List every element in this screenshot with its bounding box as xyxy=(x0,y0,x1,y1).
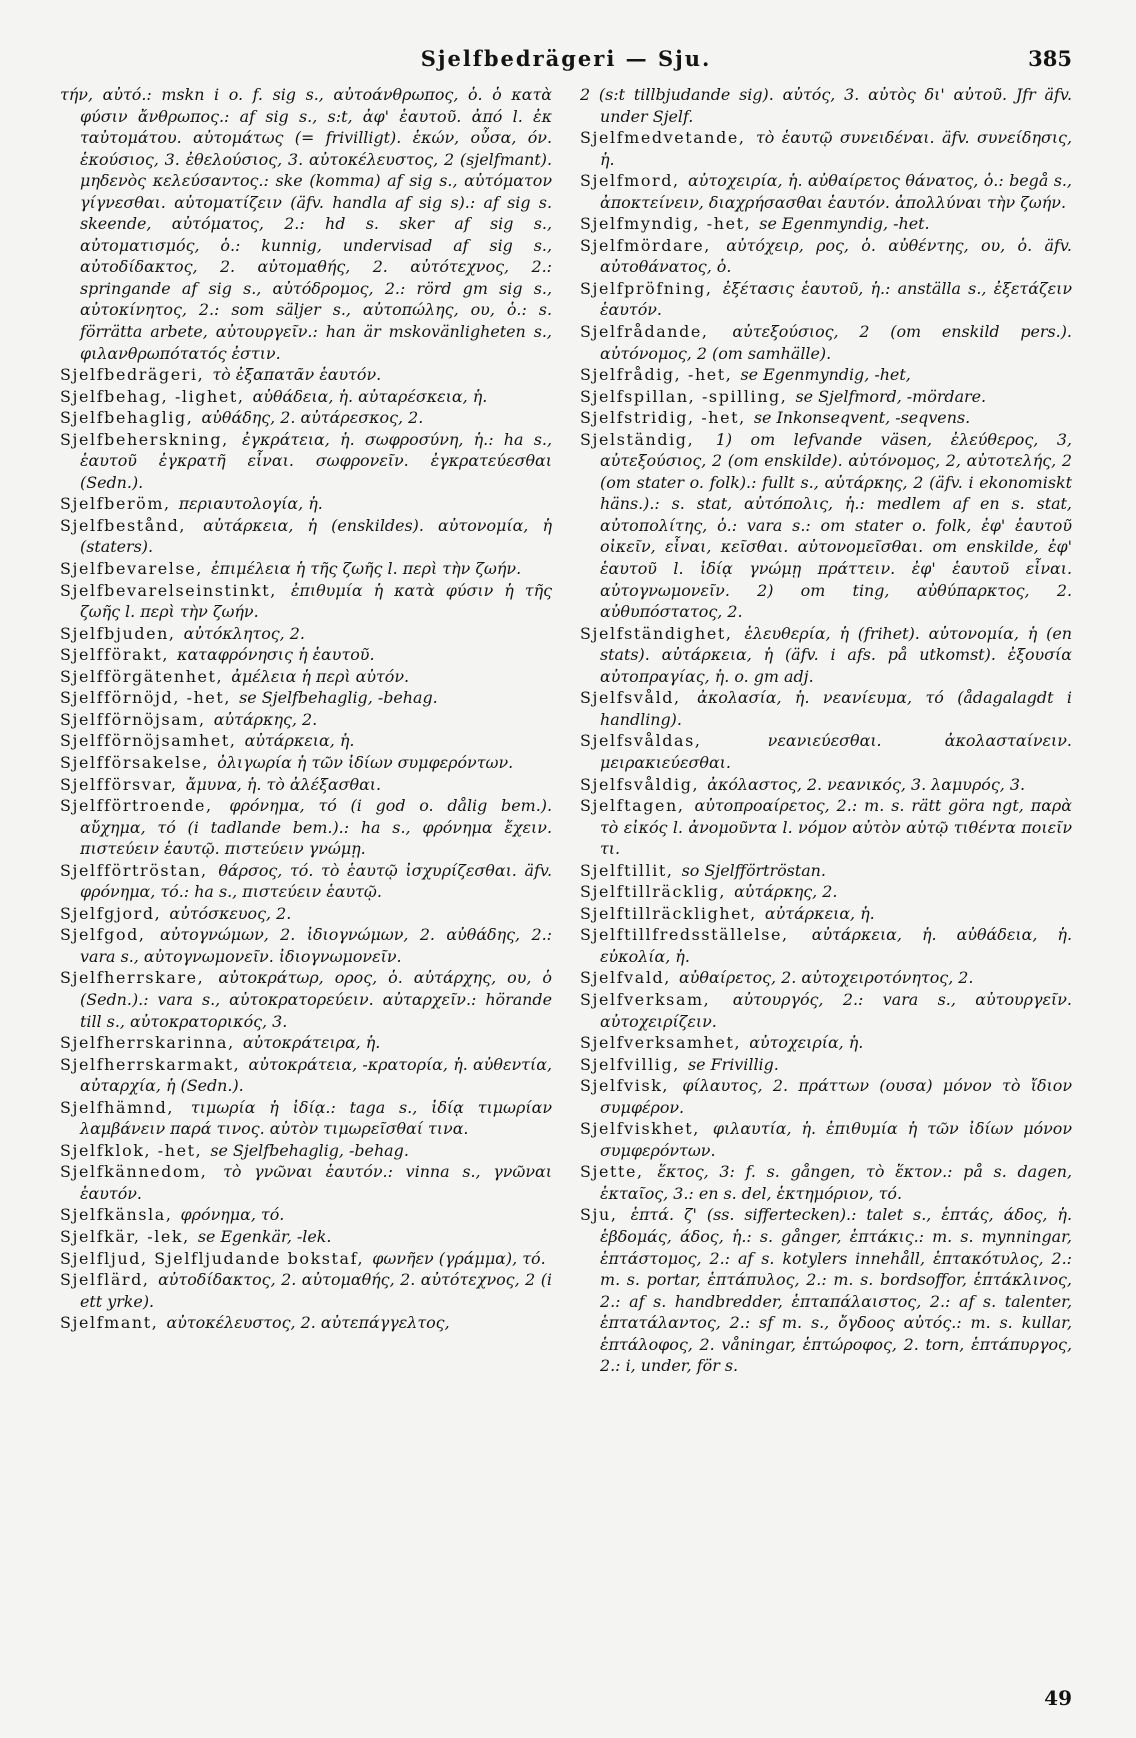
entry-definition: αὐτοκράτωρ, ορος, ὁ. αὐτάρχης, ου, ὁ (Sedn.).: vara s., αὐτοκρατορεύειν. αὐταρχεῖν.: hörande till s., αὐτοκρατορικός, 3. xyxy=(80,968,552,1031)
dictionary-entry xyxy=(60,1312,552,1334)
entry-definition: se Sjelfmord, -mördare. xyxy=(795,386,987,406)
dictionary-entry xyxy=(60,84,552,364)
entry-definition: αὐτοπροαίρετος, 2.: m. s. rätt göra ngt, παρὰ τὸ εἰκός l. ἀνομοῦντα l. νόμον αὐτὸν αὑτῷ τιθέντα ποιεῖν τι. xyxy=(600,796,1072,859)
dictionary-entry xyxy=(60,1269,552,1312)
running-head: Sjelfbedrägeri — Sju. xyxy=(420,46,712,71)
entry-headword: Sjelfbestånd, xyxy=(60,515,187,535)
dictionary-entry xyxy=(60,386,552,408)
entry-definition: τήν, αὐτό.: mskn i o. f. sig s., αὐτοάνθρωπος, ὁ. ὁ κατὰ φύσιν ἄνθρωπος.: af sig s., s:t, ἀφ' ἑαυτοῦ. ἀπό l. ἐκ ταὐτομάτου. αὐτομάτως (= frivilligt). ἑκών, οὖσα, όν. ἑκούσιος, 3. ἐθελούσιος, 3. αὐτοκέλευστος, 2 (sjelfmant). μηδενὸς κελεύσαντος.: ske (komma) af sig s., αὐτόματον γίγνεσθαι. αὐτοματίζειν (äfv. handla af sig s).: af sig s. skeende, αὐτόματος, 2.: hd s. sker af sig s., αὐτοματισμός, ὁ.: kunnig, undervisad af sig s., αὐτοδίδακτος, 2. αὐτομαθής, 2. αὐτότεχνος, 2.: springande af sig s., αὐτόδρομος, 2.: rörd gm sig s., αὐτοκίνητος, 2.: som säljer s., αὐτοπώλης, ου, ὁ.: s. förrätta arbete, αὐτουργεῖν.: han är mskovänligheten s., φιλανθρωπότατός ἐστιν. xyxy=(60,85,552,363)
entry-definition: ἐξέτασις ἑαυτοῦ, ἡ.: anställa s., ἐξετάζειν ἑαυτόν. xyxy=(600,278,1072,320)
entry-headword: Sjelfherrskarmakt, xyxy=(60,1054,241,1074)
dictionary-entry xyxy=(580,386,1072,408)
dictionary-entry xyxy=(580,967,1072,989)
dictionary-entry xyxy=(580,881,1072,903)
entry-definition: ἕκτος, 3: f. s. gången, τὸ ἕκτον.: på s. dagen, ἑκταῖος, 3.: en s. del, ἑκτημόριον, τό. xyxy=(600,1162,1072,1203)
entry-definition: se Egenkär, -lek. xyxy=(197,1226,332,1246)
entry-definition: αὐτάρκεια, ἡ (enskildes). αὐτονομία, ἡ (staters). xyxy=(80,515,552,557)
entry-definition: ἀκολασία, ἡ. νεανίευμα, τό (ådagalagdt i handling). xyxy=(600,688,1072,729)
dictionary-entry xyxy=(60,1161,552,1204)
entry-headword: Sjelfförakt, xyxy=(60,645,169,665)
entry-definition: αὐτόκλητος, 2. xyxy=(183,623,305,643)
dictionary-entry xyxy=(60,709,552,731)
entry-headword: Sjelfgod, xyxy=(60,925,146,945)
dictionary-entry xyxy=(60,429,552,494)
entry-definition: φιλαυτία, ἡ. ἐπιθυμία ἡ τῶν ἰδίων μόνον συμφερόντων. xyxy=(600,1119,1072,1160)
entry-definition: αὐτεξούσιος, 2 (om enskild pers.). αὐτόνομος, 2 (om samhälle). xyxy=(600,322,1072,363)
entry-definition: ἀμέλεια ἡ περὶ αὐτόν. xyxy=(231,666,410,686)
entry-definition: 1) om lefvande väsen, ἐλεύθερος, 3, αὐτεξούσιος, 2 (om enskilde). αὐτόνομος, 2, αὐτοτελής, 2 (om stater o. folk).: fullt s., αὐτάρκης, 2 (äfv. i ekonomiskt häns.).: s. stat, αὐτόπολις, ἡ.: medlem af en s. stat, αὐτοπολίτης, ὁ.: vara s.: om stater o. folk, ἐφ' ἑαυτοῦ οἰκεῖν, εἶναι, κεῖσθαι. αὐτονομεῖσθαι. om enskilde, ἐφ' ἑαυτοῦ l. ἰδίᾳ γνώμῃ πράττειν. ἐφ' ἑαυτοῦ εἶναι. αὐτογνωμονεῖν. 2) om ting, αὐθύπαρκτος, 2. αὐθυπόστατος, 2. xyxy=(600,429,1072,622)
entry-definition: αὐθάδεια, ἡ. αὐταρέσκεια, ἡ. xyxy=(252,386,488,406)
entry-headword: Sjelfbjuden, xyxy=(60,623,176,643)
right-column xyxy=(580,84,1072,1377)
entry-definition: τὸ γνῶναι ἑαυτόν.: vinna s., γνῶναι ἑαυτόν. xyxy=(80,1162,553,1203)
text-columns xyxy=(60,84,1072,1377)
entry-headword: Sjelfherrskare, xyxy=(60,968,205,988)
dictionary-entry xyxy=(580,127,1072,170)
entry-definition: se Inkonseqvent, -seqvens. xyxy=(753,408,971,428)
entry-headword: Sjelfbehag, -lighet, xyxy=(60,386,245,406)
entry-headword: Sjelfförsakelse, xyxy=(60,752,210,772)
entry-headword: Sjelfförgätenhet, xyxy=(60,666,224,686)
dictionary-entry xyxy=(580,213,1072,235)
entry-headword: Sjelfkänsla, xyxy=(60,1205,173,1225)
dictionary-entry xyxy=(60,795,552,860)
dictionary-entry xyxy=(580,84,1072,127)
entry-headword: Sjelftillit, xyxy=(580,860,674,880)
entry-definition: αὐτοκράτειρα, ἡ. xyxy=(242,1033,381,1053)
dictionary-entry xyxy=(60,903,552,925)
entry-definition: ἐπιθυμία ἡ κατὰ φύσιν ἡ τῆς ζωῆς l. περὶ τὴν ζωήν. xyxy=(80,580,552,622)
entry-headword: Sjelfvillig, xyxy=(580,1054,680,1074)
dictionary-entry xyxy=(580,429,1072,623)
entry-headword: Sjelfspillan, -spilling, xyxy=(580,386,788,406)
entry-definition: αὐτόχειρ, ρος, ὁ. αὐθέντης, ου, ὁ. äfv. αὐτοθάνατος, ὁ. xyxy=(600,235,1072,277)
entry-definition: αὐτάρκεια, ἡ. xyxy=(244,731,355,751)
entry-definition: περιαυτολογία, ἡ. xyxy=(178,494,323,514)
dictionary-entry xyxy=(60,515,552,558)
entry-headword: Sjelfförnöjsam, xyxy=(60,709,206,729)
dictionary-entry xyxy=(580,623,1072,688)
entry-definition: se Frivillig. xyxy=(687,1054,779,1074)
dictionary-entry xyxy=(60,580,552,623)
dictionary-entry xyxy=(60,1054,552,1097)
entry-headword: Sjelftillfredsställelse, xyxy=(580,925,789,945)
entry-definition: αὐτογνώμων, 2. ἰδιογνώμων, 2. αὐθάδης, 2.: vara s., αὐτογνωμονεῖν. ἰδιογνωμονεῖν. xyxy=(80,925,552,966)
entry-definition: αὐθαίρετος, 2. αὐτοχειροτόνητος, 2. xyxy=(679,968,974,988)
dictionary-entry xyxy=(580,235,1072,278)
entry-definition: αὐθάδης, 2. αὐτάρεσκος, 2. xyxy=(201,408,424,428)
signature-mark: 49 xyxy=(1044,1686,1072,1710)
entry-headword: Sjelftagen, xyxy=(580,796,685,816)
entry-definition: αὐτάρκεια, ἡ. αὐθάδεια, ἡ. εὐκολία, ἡ. xyxy=(600,925,1072,966)
entry-headword: Sjelfrådig, -het, xyxy=(580,365,733,385)
entry-headword: Sjelfverksam, xyxy=(580,989,711,1009)
dictionary-entry xyxy=(60,407,552,429)
entry-definition: τὸ ἐξαπατᾶν ἑαυτόν. xyxy=(212,365,382,385)
entry-headword: Sjelfsvåldas, xyxy=(580,731,702,751)
dictionary-entry xyxy=(60,644,552,666)
entry-definition: ἀκόλαστος, 2. νεανικός, 3. λαμυρός, 3. xyxy=(707,774,1026,794)
entry-headword: Sjelfmant, xyxy=(60,1313,159,1333)
entry-definition: ἑπτά. ζ' (ss. siffertecken).: talet s., ἑπτάς, άδος, ἡ. ἑβδομάς, άδος, ἡ.: s. gånger, ἑπτάκις.: m. s. mynningar, ἑπτάστομος, 2.: af s. kotylers innehåll, ἑπτακότυλος, 2.: m. s. portar, ἑπτάπυλος, 2.: m. s. bordsoffor, ἑπτάκλινος, 2.: af s. handbredder, ἑπταπάλαιστος, 2.: af s. talenter, ἑπτατάλαντος, 2.: sf m. s., ὄγδοος αὐτός.: m. s. kullar, ἑπτάλοφος, 2. våningar, ἑπτώροφος, 2. torn, ἑπτάπυργος, 2.: i, under, för s. xyxy=(600,1205,1072,1376)
left-column xyxy=(60,84,552,1377)
dictionary-entry xyxy=(60,666,552,688)
entry-headword: Sjelfförtröstan, xyxy=(60,860,208,880)
dictionary-entry xyxy=(60,1032,552,1054)
entry-headword: Sjelfbedrägeri, xyxy=(60,365,205,385)
entry-headword: Sjelfgjord, xyxy=(60,903,162,923)
dictionary-entry xyxy=(580,170,1072,213)
entry-headword: Sjelfbevarelseinstinkt, xyxy=(60,580,277,600)
entry-definition: αὐτάρκης, 2. xyxy=(213,709,318,729)
entry-definition: καταφρόνησις ἡ ἑαυτοῦ. xyxy=(177,645,375,665)
entry-headword: Sju, xyxy=(580,1205,618,1225)
entry-headword: Sjelfförtroende, xyxy=(60,796,213,816)
entry-definition: se Sjelfbehaglig, -behag. xyxy=(210,1140,409,1160)
entry-headword: Sjelflärd, xyxy=(60,1270,150,1290)
dictionary-entry xyxy=(60,730,552,752)
entry-headword: Sjelftillräcklig, xyxy=(580,882,726,902)
dictionary-entry xyxy=(60,1204,552,1226)
entry-definition: αὐτουργός, 2.: vara s., αὐτουργεῖν. αὐτοχειρίζειν. xyxy=(600,989,1072,1031)
dictionary-entry xyxy=(60,967,552,1032)
entry-definition: αὐτοδίδακτος, 2. αὐτομαθής, 2. αὐτότεχνος, 2 (i ett yrke). xyxy=(80,1270,552,1311)
entry-headword: Sjelfmyndig, -het, xyxy=(580,214,752,234)
dictionary-entry xyxy=(580,1054,1072,1076)
entry-headword: Sjelfmord, xyxy=(580,171,680,191)
entry-headword: Sjelfviskhet, xyxy=(580,1119,700,1139)
dictionary-entry xyxy=(60,860,552,903)
entry-headword: Sjelfständighet, xyxy=(580,623,733,643)
entry-headword: Sjelfstridig, -het, xyxy=(580,408,746,428)
entry-headword: Sjelständig, xyxy=(580,429,695,449)
entry-definition: θάρσος, τό. τὸ ἑαυτῷ ἰσχυρίζεσθαι. äfv. φρόνημα, τό.: ha s., πιστεύειν ἑαυτῷ. xyxy=(80,860,552,902)
entry-headword: Sjette, xyxy=(580,1162,644,1182)
dictionary-entry xyxy=(580,407,1072,429)
entry-definition: φρόνημα, τό. xyxy=(180,1205,285,1225)
entry-headword: Sjelfsvåldig, xyxy=(580,774,700,794)
dictionary-entry xyxy=(580,364,1072,386)
entry-headword: Sjelfverksamhet, xyxy=(580,1033,742,1053)
entry-definition: αὐτοκέλευστος, 2. αὐτεπάγγελτος, xyxy=(166,1313,450,1333)
dictionary-entry xyxy=(60,1226,552,1248)
entry-definition: ἐπιμέλεια ἡ τῆς ζωῆς l. περὶ τὴν ζωήν. xyxy=(210,559,522,579)
entry-definition: αὐτοκράτεια, -κρατορία, ἡ. αὐθεντία, αὐταρχία, ἡ (Sedn.). xyxy=(80,1054,552,1096)
entry-definition: αὐτοχειρία, ἡ. xyxy=(749,1033,864,1053)
entry-definition: 2 (s:t tillbjudande sig). αὐτός, 3. αὐτὸς δι' αὐτοῦ. Jfr äfv. under Sjelf. xyxy=(580,85,1072,126)
dictionary-entry xyxy=(60,1097,552,1140)
dictionary-entry xyxy=(60,623,552,645)
entry-headword: Sjelfherrskarinna, xyxy=(60,1033,235,1053)
entry-definition: τὸ ἑαυτῷ συνειδέναι. äfv. συνείδησις, ἡ. xyxy=(600,128,1072,169)
entry-definition: φωνῆεν (γράμμα), τό. xyxy=(372,1248,546,1268)
entry-headword: Sjelfklok, -het, xyxy=(60,1140,203,1160)
entry-headword: Sjelfvisk, xyxy=(580,1076,670,1096)
dictionary-entry xyxy=(580,1204,1072,1376)
dictionary-entry xyxy=(580,1032,1072,1054)
dictionary-entry xyxy=(580,278,1072,321)
entry-definition: αὐτάρκης, 2. xyxy=(734,882,838,902)
dictionary-entry xyxy=(60,774,552,796)
entry-headword: Sjelfberöm, xyxy=(60,494,171,514)
dictionary-entry xyxy=(60,558,552,580)
entry-headword: Sjelfpröfning, xyxy=(580,278,713,298)
entry-headword: Sjelfhämnd, xyxy=(60,1097,175,1117)
entry-headword: Sjelfbevarelse, xyxy=(60,559,203,579)
dictionary-entry xyxy=(580,774,1072,796)
entry-definition: νεανιεύεσθαι. ἀκολασταίνειν. μειρακιεύεσθαι. xyxy=(600,731,1072,772)
entry-headword: Sjelfsvåld, xyxy=(580,688,681,708)
dictionary-entry xyxy=(60,752,552,774)
entry-definition: ἄμυνα, ἡ. τὸ ἀλέξασθαι. xyxy=(185,774,382,794)
dictionary-entry xyxy=(60,493,552,515)
entry-headword: Sjelfmedvetande, xyxy=(580,128,746,148)
entry-headword: Sjelfbehaglig, xyxy=(60,408,194,428)
entry-headword: Sjelfljud, Sjelfljudande bokstaf, xyxy=(60,1248,365,1268)
dictionary-entry xyxy=(60,924,552,967)
entry-definition: so Sjelfförtröstan. xyxy=(681,860,826,880)
entry-headword: Sjelfbeherskning, xyxy=(60,429,229,449)
entry-definition: αὐτοχειρία, ἡ. αὐθαίρετος θάνατος, ὁ.: begå s., ἀποκτείνειν, διαχρήσασθαι ἑαυτόν. ἀπολλύναι τὴν ζωήν. xyxy=(600,171,1072,212)
dictionary-entry xyxy=(580,687,1072,730)
dictionary-entry xyxy=(580,321,1072,364)
dictionary-entry xyxy=(60,687,552,709)
entry-definition: ἐλευθερία, ἡ (frihet). αὐτονομία, ἡ (en stats). αὐτάρκεια, ἡ (äfv. i afs. på utkomst). ἐξουσία αὐτοπραγίας, ἡ. o. gm adj. xyxy=(600,623,1072,686)
entry-definition: ἐγκράτεια, ἡ. σωφροσύνη, ἡ.: ha s., ἑαυτοῦ ἐγκρατῆ εἶναι. σωφρονεῖν. ἐγκρατεύεσθαι (Sedn.). xyxy=(80,429,552,492)
entry-definition: φρόνημα, τό (i god o. dålig bem.). αὔχημα, τό (i tadlande bem.).: ha s., φρόνημα ἔχειν. πιστεύειν ἑαυτῷ. πιστεύειν γνώμῃ. xyxy=(80,796,552,859)
dictionary-entry xyxy=(580,989,1072,1032)
entry-headword: Sjelfförnöjd, -het, xyxy=(60,688,232,708)
entry-headword: Sjelfrådande, xyxy=(580,322,709,342)
dictionary-entry xyxy=(580,903,1072,925)
dictionary-entry xyxy=(60,364,552,386)
dictionary-entry xyxy=(60,1140,552,1162)
dictionary-entry xyxy=(580,860,1072,882)
entry-headword: Sjelftillräcklighet, xyxy=(580,903,757,923)
dictionary-entry xyxy=(580,1075,1072,1118)
entry-definition: se Egenmyndig, -het, xyxy=(740,365,911,385)
entry-headword: Sjelfmördare, xyxy=(580,235,711,255)
entry-headword: Sjelfförnöjsamhet, xyxy=(60,731,237,751)
dictionary-entry xyxy=(60,1248,552,1270)
dictionary-entry xyxy=(580,1118,1072,1161)
entry-definition: φίλαυτος, 2. πράττων (ουσα) μόνον τὸ ἴδιον συμφέρον. xyxy=(600,1076,1072,1117)
dictionary-entry xyxy=(580,795,1072,860)
entry-definition: αὐτόσκευος, 2. xyxy=(169,903,292,923)
entry-definition: ὀλιγωρία ἡ τῶν ἰδίων συμφερόντων. xyxy=(217,752,514,772)
entry-definition: se Egenmyndig, -het. xyxy=(759,214,930,234)
entry-definition: se Sjelfbehaglig, -behag. xyxy=(239,688,438,708)
page-number: 385 xyxy=(1028,46,1072,71)
dictionary-entry xyxy=(580,924,1072,967)
entry-definition: τιμωρία ἡ ἰδίᾳ.: taga s., ἰδίᾳ τιμωρίαν λαμβάνειν παρά τινος. αὐτὸν τιμωρεῖσθαί τινα. xyxy=(80,1097,552,1139)
entry-headword: Sjelfförsvar, xyxy=(60,774,178,794)
dictionary-entry xyxy=(580,730,1072,773)
entry-headword: Sjelfkär, -lek, xyxy=(60,1226,190,1246)
page-header xyxy=(60,46,1072,76)
entry-headword: Sjelfvald, xyxy=(580,968,671,988)
entry-headword: Sjelfkännedom, xyxy=(60,1162,208,1182)
dictionary-entry xyxy=(580,1161,1072,1204)
entry-definition: αὐτάρκεια, ἡ. xyxy=(764,903,875,923)
